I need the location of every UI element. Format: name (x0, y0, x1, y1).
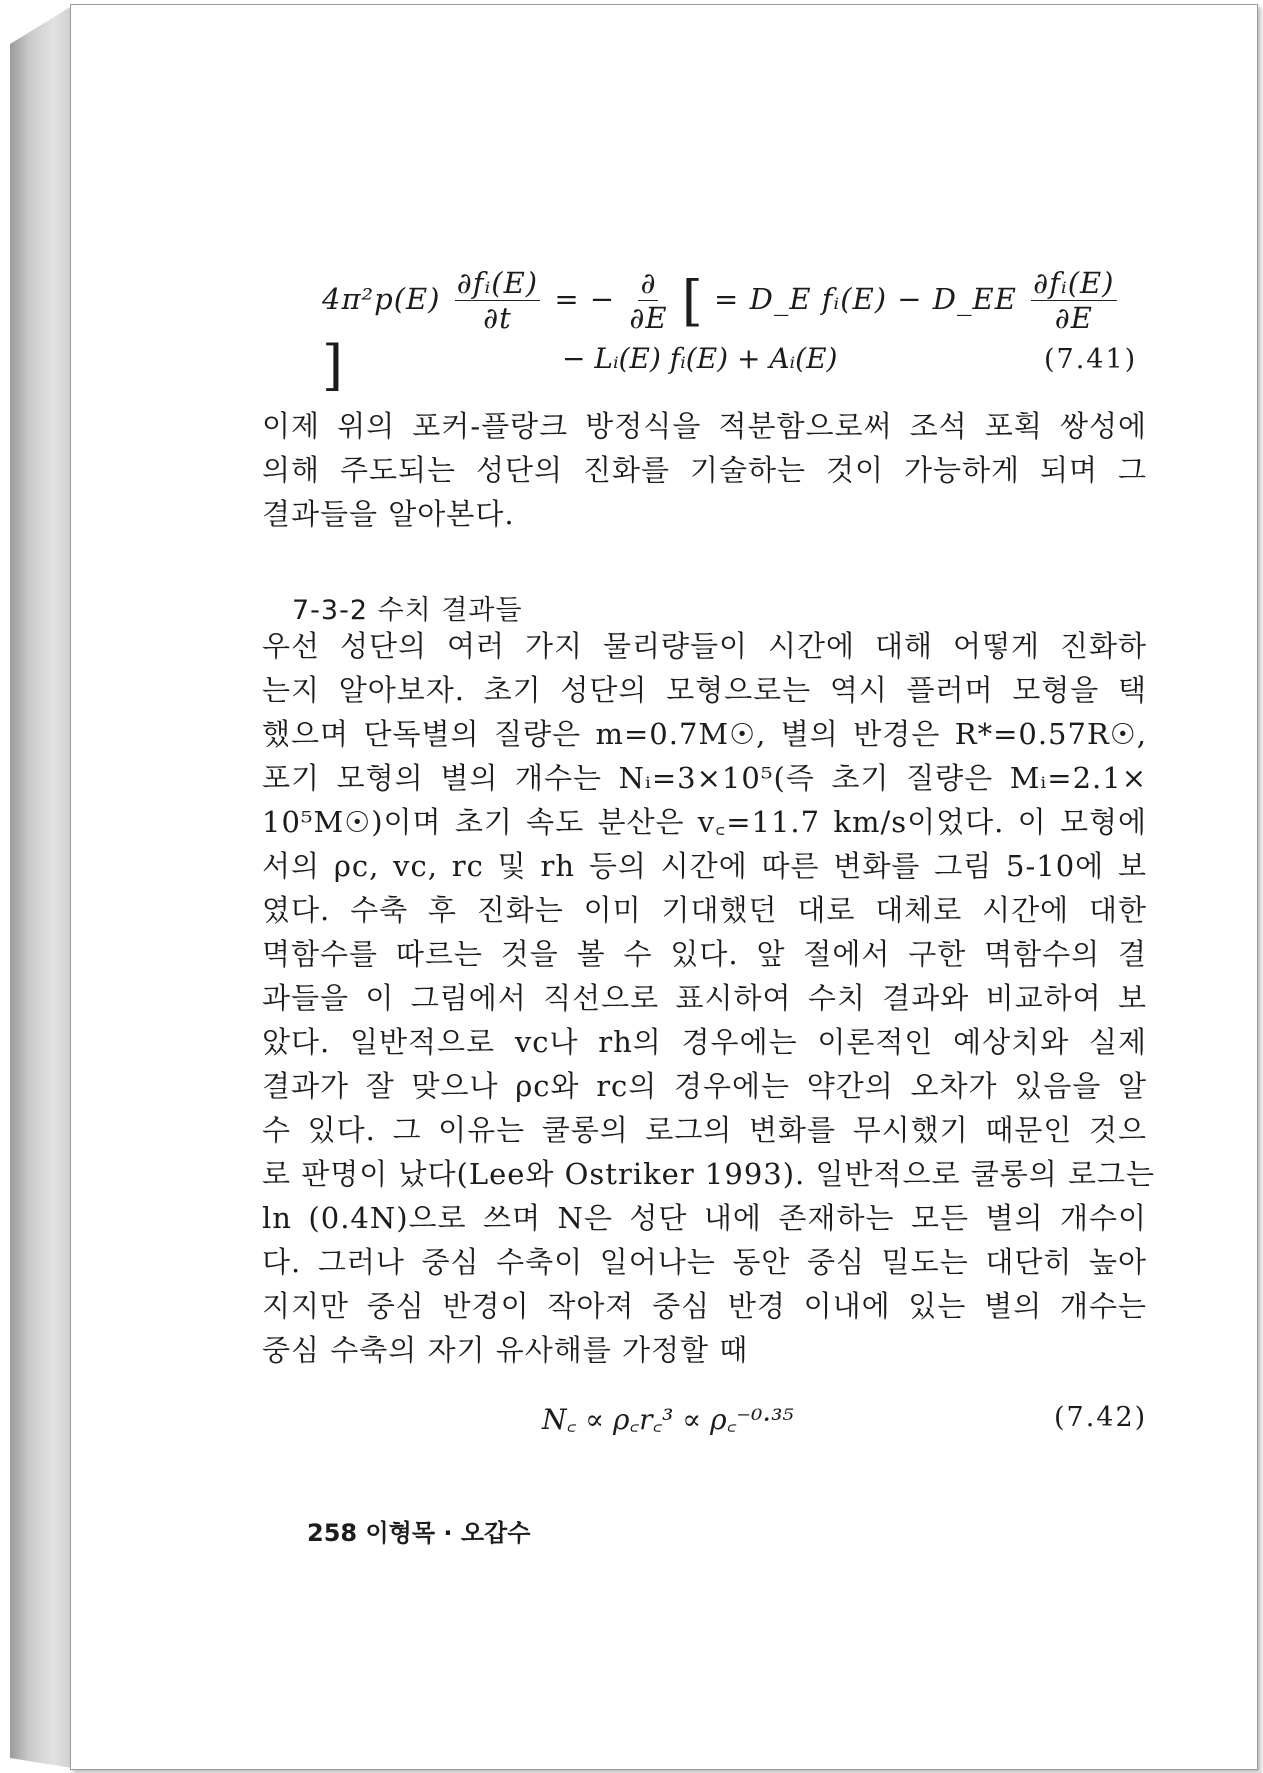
eq-bracket-close: ] (322, 333, 345, 397)
text-line: 는지 알아보자. 초기 성단의 모형으로는 역시 플러머 모형을 택 (262, 673, 1147, 707)
equation-7-41-number: (7.41) (1044, 344, 1138, 375)
eq-bracket-inner: = D_E fᵢ(E) − D_EE (714, 281, 1017, 316)
eq-rhs-fraction (629, 268, 667, 334)
page-footer: 258 이형목 · 오갑수 (307, 1519, 531, 1547)
equation-7-42-number: (7.42) (1054, 1402, 1148, 1433)
eq-lhs-fraction (455, 268, 540, 334)
equation-7-41-row2: − Lᵢ(E) fᵢ(E) + Aᵢ(E) (562, 342, 838, 375)
eq-inner-fraction (1031, 268, 1116, 334)
section-heading: 7-3-2 수치 결과들 (292, 595, 523, 626)
text-line: 였다. 수축 후 진화는 이미 기대했던 대로 대체로 시간에 대한 (262, 893, 1147, 927)
equation-7-41 (322, 268, 1152, 397)
eq-inner-den: ∂E (1054, 301, 1093, 336)
text-line: 았다. 일반적으로 vc나 rh의 경우에는 이론적인 예상치와 실제 (262, 1025, 1147, 1059)
equation-7-42: N꜀ ∝ ρ꜀r꜀³ ∝ ρ꜀⁻⁰·³⁵ (542, 1403, 794, 1436)
text-line: 결과들을 알아본다. (262, 497, 515, 531)
text-line: 우선 성단의 여러 가지 물리량들이 시간에 대해 어떻게 진화하 (262, 629, 1147, 663)
text-line: 서의 ρc, vc, rc 및 rh 등의 시간에 따른 변화를 그림 5-10에 보 (262, 849, 1147, 883)
eq-rhs-den: ∂E (629, 301, 668, 336)
text-line: 과들을 이 그림에서 직선으로 표시하여 수치 결과와 비교하여 보 (262, 981, 1147, 1015)
text-line: 멱함수를 따르는 것을 볼 수 있다. 앞 절에서 구한 멱함수의 결 (262, 937, 1147, 971)
text-line: 결과가 잘 맞으나 ρc와 rc의 경우에는 약간의 오차가 있음을 알 (262, 1069, 1147, 1103)
text-line: 지지만 중심 반경이 작아져 중심 반경 이내에 있는 별의 개수는 (262, 1289, 1147, 1323)
text-line: ln (0.4N)으로 쓰며 N은 성단 내에 존재하는 모든 별의 개수이 (262, 1201, 1147, 1235)
text-line: 했으며 단독별의 질량은 m=0.7M☉, 별의 반경은 R*=0.57R☉, (262, 717, 1147, 751)
text-line: 수 있다. 그 이유는 쿨롱의 로그의 변화를 무시했기 때문인 것으 (262, 1113, 1147, 1147)
text-line: 포기 모형의 별의 개수는 Nᵢ=3×10⁵(즉 초기 질량은 Mᵢ=2.1× (262, 761, 1147, 795)
paragraph-main (262, 624, 1156, 1372)
eq-lhs-coef: 4π²p(E) (322, 281, 441, 316)
text-line: 10⁵M☉)이며 초기 속도 분산은 v꜀=11.7 km/s이었다. 이 모형에 (262, 805, 1147, 839)
eq-rhs-num: ∂ (640, 266, 657, 300)
eq-inner-num: ∂fᵢ(E) (1033, 266, 1115, 300)
eq-lhs-num: ∂fᵢ(E) (456, 266, 539, 300)
book-spine-edge (10, 6, 72, 1768)
text-line: 다. 그러나 중심 수축이 일어나는 동안 중심 밀도는 대단히 높아 (262, 1245, 1147, 1279)
eq-bracket-open: [ (681, 269, 704, 333)
text-line: 이제 위의 포커-플랑크 방정식을 적분함으로써 조석 포획 쌍성에 (262, 409, 1147, 443)
paragraph-intro (262, 404, 1147, 536)
text-line: 중심 수축의 자기 유사해를 가정할 때 (262, 1333, 749, 1367)
text-line: 로 판명이 났다(Lee와 Ostriker 1993). 일반적으로 쿨롱의 로그는 (262, 1157, 1156, 1191)
eq-equal-sign: = − (554, 281, 616, 316)
eq-lhs-den: ∂t (483, 301, 512, 336)
text-line: 의해 주도되는 성단의 진화를 기술하는 것이 가능하게 되며 그 (262, 453, 1147, 487)
